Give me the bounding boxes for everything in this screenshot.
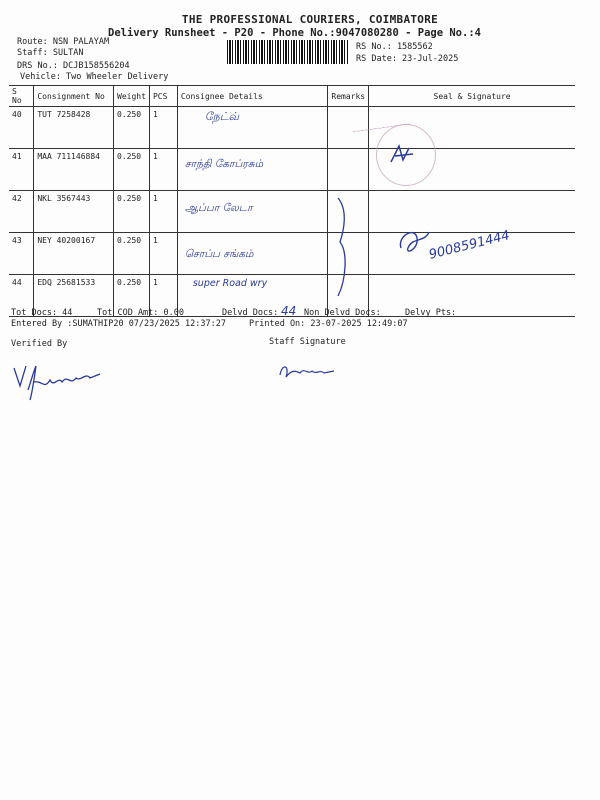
drs-number: DRS No.: DCJB158556204	[17, 61, 130, 71]
barcode-image	[227, 40, 349, 64]
consignee-cell	[177, 107, 328, 149]
consignment-cell: TUT 7258428	[34, 107, 114, 149]
pcs-cell: 1	[149, 191, 177, 233]
col-header: Seal & Signature	[369, 86, 575, 107]
seal-cell	[369, 275, 575, 317]
delivery-points: Delvy Pts:	[405, 308, 457, 318]
runsheet-subtitle: Delivery Runsheet - P20 - Phone No.:9047080280 - Page No.:4	[108, 27, 481, 39]
sno-cell: 40	[9, 107, 34, 149]
table-row	[9, 191, 575, 233]
entered-by: Entered By :SUMATHIP20 07/23/2025 12:37:27	[11, 319, 226, 329]
runsheet-table	[9, 85, 575, 317]
pcs-cell: 1	[149, 107, 177, 149]
staff-signature-label: Staff Signature	[269, 337, 346, 347]
sno-cell: 41	[9, 149, 34, 191]
consignment-cell: NKL 3567443	[34, 191, 114, 233]
stamp-ink: ~~~~~~~~~~~~~~	[351, 119, 412, 137]
consignee-handwriting: நேட்வ்	[204, 110, 240, 123]
verifier-signature	[10, 360, 110, 405]
receiver-phone: 9008591444	[427, 228, 512, 263]
total-cod-amount: Tot COD Amt: 0.00	[97, 308, 184, 318]
sno-cell: 42	[9, 191, 34, 233]
col-header: Consignment No	[34, 86, 114, 107]
col-header: PCS	[149, 86, 177, 107]
weight-cell: 0.250	[114, 107, 150, 149]
remarks-cell	[328, 149, 369, 191]
weight-cell: 0.250	[114, 149, 150, 191]
delivered-docs-label: Delvd Docs:	[222, 308, 279, 318]
col-header: S No	[9, 86, 34, 107]
pcs-cell: 1	[149, 275, 177, 317]
pcs-cell: 1	[149, 233, 177, 275]
delivered-docs-value: 44	[281, 304, 297, 318]
rs-date: RS Date: 23-Jul-2025	[356, 54, 459, 64]
consignment-cell: NEY 40200167	[34, 233, 114, 275]
consignee-cell	[177, 191, 328, 233]
consignment-cell: MAA 711146884	[34, 149, 114, 191]
weight-cell: 0.250	[114, 233, 150, 275]
weight-cell: 0.250	[114, 275, 150, 317]
verified-by-label: Verified By	[11, 339, 68, 349]
consignment-cell: EDQ 25681533	[34, 275, 114, 317]
table-row	[9, 149, 575, 191]
total-docs: Tot Docs: 44	[11, 308, 73, 318]
sno-cell: 44	[9, 275, 34, 317]
col-header: Weight	[114, 86, 150, 107]
vehicle-text: Vehicle: Two Wheeler Delivery	[20, 72, 169, 82]
col-header: Remarks	[328, 86, 369, 107]
col-header: Consignee Details	[177, 86, 328, 107]
printed-on: Printed On: 23-07-2025 12:49:07	[249, 319, 408, 329]
route-text: Route: NSN PALAYAM	[17, 37, 110, 47]
remarks-bracket	[330, 190, 360, 302]
consignee-cell	[177, 233, 328, 275]
pcs-cell: 1	[149, 149, 177, 191]
consignee-handwriting: சாந்தி கோப்ரசும்	[184, 158, 264, 170]
staff-signature	[276, 355, 346, 385]
weight-cell: 0.250	[114, 191, 150, 233]
table-row	[9, 107, 575, 149]
table-header-row	[9, 86, 575, 107]
staff-text: Staff: SULTAN	[17, 48, 84, 58]
consignee-handwriting: super Road wry	[192, 278, 268, 289]
consignee-handwriting: ஆப்பா லேடா	[184, 202, 253, 214]
sno-cell: 43	[9, 233, 34, 275]
consignee-cell	[177, 149, 328, 191]
rs-number: RS No.: 1585562	[356, 42, 433, 52]
consignee-handwriting: சொப்ப சங்கம்	[184, 248, 254, 260]
stamp-signature	[385, 140, 425, 170]
company-title: THE PROFESSIONAL COURIERS, COIMBATORE	[181, 13, 439, 26]
non-delivered-docs: Non Delvd Docs:	[304, 308, 381, 318]
